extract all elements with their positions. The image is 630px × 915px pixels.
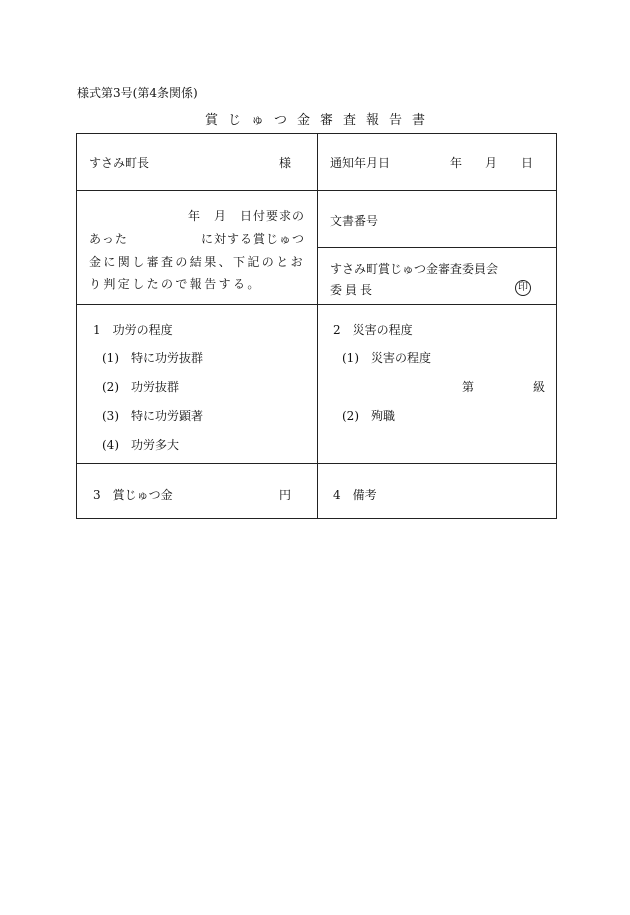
report-form-table <box>76 133 557 519</box>
request-text-line-2b: に対する賞じゅつ <box>200 232 305 246</box>
column-divider <box>317 134 318 518</box>
document-title: 賞じゅつ金審査報告書 <box>204 113 435 128</box>
row-divider-3 <box>77 463 556 464</box>
addressee-name: すさみ町長 <box>89 156 150 170</box>
request-text-line-1: 年 月 日付要求の <box>187 209 305 223</box>
notice-date-year: 年 <box>450 156 463 170</box>
merit-item-3: (3) 特に功労顕著 <box>102 409 203 423</box>
addressee-honorific: 様 <box>279 156 292 170</box>
disaster-item-2: (2) 殉職 <box>342 409 395 423</box>
row-divider-2 <box>77 304 556 305</box>
merit-heading: 1 功労の程度 <box>93 323 173 337</box>
disaster-grade-suffix: 級 <box>533 380 546 394</box>
committee-name: すさみ町賞じゅつ金審査委員会 <box>330 262 499 276</box>
notice-date-label: 通知年月日 <box>330 156 391 170</box>
disaster-grade-prefix: 第 <box>462 380 475 394</box>
row-divider-1 <box>77 190 556 191</box>
merit-item-4: (4) 功労多大 <box>102 438 179 452</box>
merit-item-2: (2) 功労抜群 <box>102 380 179 394</box>
committee-chair: 委員長 <box>330 283 376 297</box>
notice-date-month: 月 <box>485 156 498 170</box>
request-text-line-3: 金に関し審査の結果、下記のとお <box>89 255 306 269</box>
seal-mark: 印 <box>515 280 531 296</box>
merit-item-1: (1) 特に功労抜群 <box>102 351 203 365</box>
disaster-item-1: (1) 災害の程度 <box>342 351 431 365</box>
form-number: 様式第3号(第4条関係) <box>77 86 198 100</box>
document-number-label: 文書番号 <box>330 214 379 228</box>
remarks-label: 4 備考 <box>333 488 377 502</box>
request-text-line-2 <box>89 230 305 247</box>
amount-unit: 円 <box>279 488 292 502</box>
notice-date-day: 日 <box>521 156 534 170</box>
disaster-heading: 2 災害の程度 <box>333 323 413 337</box>
request-text-line-2a: あった <box>89 232 128 246</box>
amount-label: 3 賞じゅつ金 <box>93 488 173 502</box>
row-divider-docnum <box>317 247 556 248</box>
request-text-line-4: り判定したので報告する。 <box>89 277 262 291</box>
